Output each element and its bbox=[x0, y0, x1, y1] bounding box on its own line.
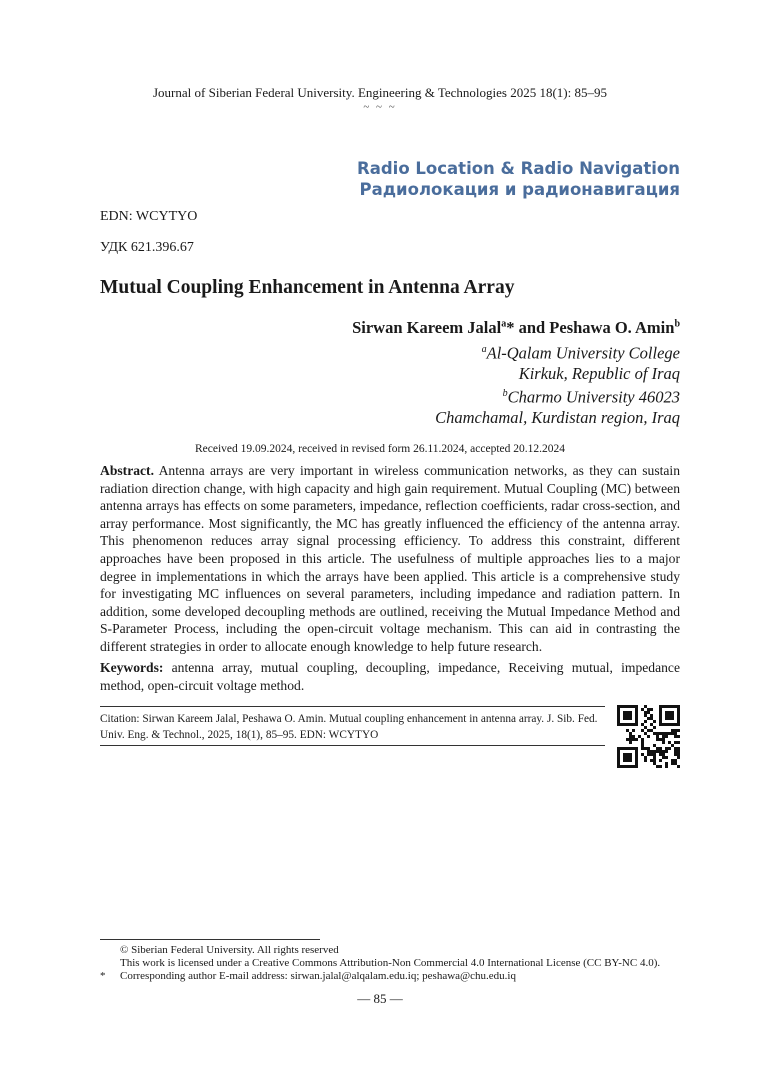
abstract-text: Antenna arrays are very important in wireless communication networks, as they can sustain radiation direction change, with high capacity and high gain requirement. Mutual Coupling (MC) between antenna arrays has effects on some parameters, impedance, reflection coefficients, radar cross-section, and array performance. Most significantly, the MC has greatly influenced the efficiency of the antenna array. This phenomenon reduces array signal processing efficiency. To address this constraint, different approaches have been proposed in this article. The usefulness of multiple approaches lies to a major degree in implementations in which the arrays have been applied. This article is a comprehensive study for investigating MC influences on several parameters, including impedance and radiation pattern. In addition, some developed decoupling methods are outlined, receiving the Mutual Impedance Method and S-Parameter Process, including the open-circuit voltage mechanism. This can aid in contrasting the different strategies in order to allocate enough knowledge to help future research. bbox=[100, 463, 680, 654]
udk: УДК 621.396.67 bbox=[100, 240, 194, 255]
affiliation-a: $^a$Al-Qalam University College bbox=[481, 343, 680, 363]
author-2: Peshawa O. Amin bbox=[549, 318, 675, 337]
paper-title: Mutual Coupling Enhancement in Antenna Array bbox=[100, 277, 515, 298]
keywords bbox=[100, 659, 680, 694]
keywords-label: Keywords: bbox=[100, 660, 164, 675]
corresponding-star: * bbox=[506, 318, 515, 337]
section-ru: Радиолокация и радионавигация bbox=[359, 180, 680, 199]
author-2-sup: b bbox=[674, 318, 680, 330]
license: This work is licensed under a Creative Commons Attribution-Non Commercial 4.0 International License (CC BY-NC 4.0). bbox=[120, 957, 661, 969]
keywords-text: antenna array, mutual coupling, decoupling, impedance, Receiving mutual, impedance method, open-circuit voltage method. bbox=[100, 660, 680, 693]
copyright: © Siberian Federal University. All rights reserved bbox=[120, 944, 339, 956]
qr-code-icon bbox=[617, 705, 680, 768]
affiliations bbox=[435, 340, 680, 428]
received-dates: Received 19.09.2024, received in revised form 26.11.2024, accepted 20.12.2024 bbox=[194, 443, 566, 455]
corresponding-email: Corresponding author E-mail address: sirwan.jalal@alqalam.edu.iq; peshawa@chu.edu.iq bbox=[120, 970, 516, 982]
authors bbox=[352, 318, 680, 338]
page-number: — 85 — bbox=[357, 991, 403, 1006]
citation-bottom-rule bbox=[100, 745, 605, 746]
header-ornament: ~ ~ ~ bbox=[363, 101, 397, 113]
abstract bbox=[100, 462, 680, 656]
journal-header: Journal of Siberian Federal University. Engineering & Technologies 2025 18(1): 85–95 bbox=[153, 85, 607, 100]
author-1: Sirwan Kareem Jalal bbox=[352, 318, 502, 337]
affiliation-b-location: Chamchamal, Kurdistan region, Iraq bbox=[435, 407, 680, 427]
section-heading bbox=[357, 158, 680, 200]
footnote-star: * bbox=[100, 970, 106, 982]
citation-top-rule bbox=[100, 706, 605, 707]
abstract-label: Abstract. bbox=[100, 463, 154, 478]
section-en: Radio Location & Radio Navigation bbox=[357, 159, 680, 178]
affiliation-a-location: Kirkuk, Republic of Iraq bbox=[518, 363, 680, 383]
authors-and: and bbox=[514, 318, 550, 337]
author-1-sup: a bbox=[501, 318, 507, 330]
edn: EDN: WCYTYO bbox=[100, 209, 198, 224]
footnote-rule bbox=[100, 939, 320, 940]
affiliation-b: $^b$Charmo University 46023 bbox=[502, 387, 680, 407]
citation: Citation: Sirwan Kareem Jalal, Peshawa O. Amin. Mutual coupling enhancement in antenna array. J. Sib. Fed. Univ. Eng. & Technol., 2025, 18(1), 85–95. EDN: WCYTYO bbox=[100, 713, 598, 741]
